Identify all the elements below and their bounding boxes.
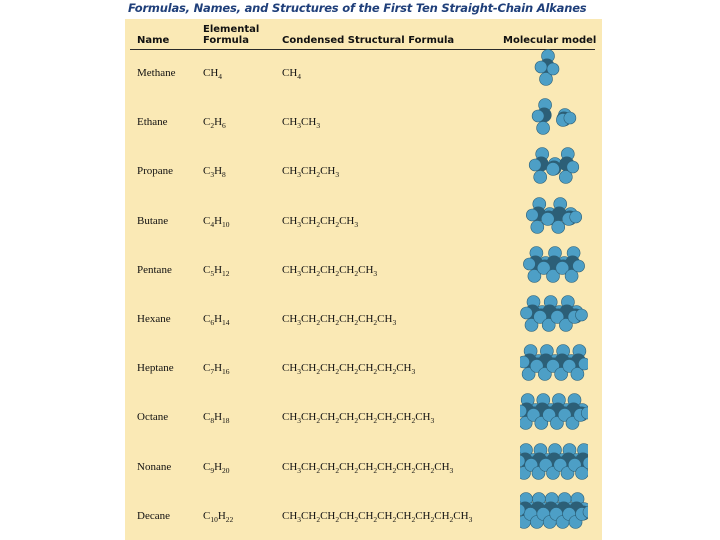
hydrogen-atom xyxy=(578,358,588,370)
space-filling-model-svg xyxy=(520,489,588,533)
space-filling-model-svg xyxy=(520,144,588,188)
alkane-name: Propane xyxy=(137,165,174,178)
alkane-name: Pentane xyxy=(137,263,172,276)
header-elemental-line2: Formula xyxy=(203,35,249,46)
hydrogen-atom xyxy=(535,61,547,73)
table-title: Formulas, Names, and Structures of the First Ten Straight-Chain Alkanes xyxy=(128,1,587,15)
header-elemental-line1: Elemental xyxy=(203,24,260,35)
header-condensed: Condensed Structural Formula xyxy=(282,35,455,46)
alkane-name: Octane xyxy=(137,411,169,424)
space-filling-model-svg xyxy=(520,341,588,385)
condensed-formula: $CH_3CH_2CH_2CH_2CH_2CH_2CH_3$ xyxy=(282,362,416,377)
elemental-formula: $C_8H_{18}$ xyxy=(203,411,230,426)
table-row xyxy=(125,509,602,540)
space-filling-model-svg xyxy=(520,390,588,434)
molecular-model xyxy=(520,489,588,533)
space-filling-model-svg xyxy=(520,95,588,139)
molecular-model xyxy=(520,46,588,90)
condensed-formula: $CH_3CH_2CH_2CH_2CH_3$ xyxy=(282,263,378,278)
condensed-formula: $CH_4$ xyxy=(282,67,302,81)
condensed-formula: $CH_3CH_2CH_2CH_3$ xyxy=(282,214,359,229)
elemental-formula: $C_5H_{12}$ xyxy=(203,263,230,278)
molecular-model xyxy=(520,194,588,238)
molecular-model xyxy=(520,341,588,385)
hydrogen-atom xyxy=(552,220,565,233)
elemental-formula: $C_3H_8$ xyxy=(203,165,226,180)
hydrogen-atom xyxy=(523,258,535,270)
hydrogen-atom xyxy=(531,220,544,233)
condensed-formula: $CH_3CH_2CH_2CH_2CH_2CH_3$ xyxy=(282,313,397,327)
condensed-formula: $CH_3CH_2CH_3$ xyxy=(282,165,340,180)
molecular-model xyxy=(520,292,588,336)
hydrogen-atom xyxy=(573,260,585,272)
hydrogen-atom xyxy=(526,209,538,221)
alkane-name: Methane xyxy=(137,67,176,79)
alkane-name: Ethane xyxy=(137,116,168,129)
elemental-formula: $CH_4$ xyxy=(203,67,223,81)
hydrogen-atom xyxy=(532,110,544,122)
molecular-model xyxy=(520,95,588,139)
elemental-formula: $C_6H_{14}$ xyxy=(203,313,230,327)
space-filling-model-svg xyxy=(520,194,588,238)
hydrogen-atom xyxy=(576,309,588,321)
elemental-formula: $C_9H_{20}$ xyxy=(203,460,230,475)
condensed-formula: $CH_3CH_2CH_2CH_2CH_2CH_2CH_2CH_3$ xyxy=(282,411,435,426)
condensed-formula: $CH_3CH_2CH_2CH_2CH_2CH_2CH_2CH_2CH_2CH_3$ xyxy=(282,509,473,524)
alkane-name: Nonane xyxy=(137,460,172,473)
alkane-name: Hexane xyxy=(137,313,171,325)
hydrogen-atom xyxy=(567,161,579,173)
elemental-formula: $C_4H_{10}$ xyxy=(203,214,230,229)
space-filling-model-svg xyxy=(520,292,588,336)
condensed-formula: $CH_3CH_3$ xyxy=(282,116,321,131)
header-name: Name xyxy=(137,35,170,46)
hydrogen-atom xyxy=(564,112,576,124)
title-band xyxy=(125,0,602,19)
space-filling-model-svg xyxy=(520,440,588,484)
elemental-formula: $C_{10}H_{22}$ xyxy=(203,509,234,524)
alkane-name: Heptane xyxy=(137,362,174,375)
molecular-model xyxy=(520,243,588,287)
molecular-model xyxy=(520,440,588,484)
elemental-formula: $C_7H_{16}$ xyxy=(203,362,230,377)
hydrogen-atom xyxy=(541,212,554,225)
alkane-name: Butane xyxy=(137,214,169,227)
hydrogen-atom xyxy=(520,356,530,368)
alkane-name: Decane xyxy=(137,509,170,522)
hydrogen-atom xyxy=(537,122,550,135)
hydrogen-atom xyxy=(534,171,547,184)
molecular-model xyxy=(520,390,588,434)
hydrogen-atom xyxy=(547,63,559,75)
alkane-table-panel xyxy=(125,0,602,540)
elemental-formula: $C_2H_6$ xyxy=(203,116,226,131)
hydrogen-atom xyxy=(547,163,560,176)
space-filling-model-svg xyxy=(520,243,588,287)
condensed-formula: $CH_3CH_2CH_2CH_2CH_2CH_2CH_2CH_2CH_3$ xyxy=(282,460,454,475)
header-model: Molecular model xyxy=(503,35,597,46)
molecular-model xyxy=(520,144,588,188)
space-filling-model-svg xyxy=(520,46,588,90)
hydrogen-atom xyxy=(570,211,582,223)
hydrogen-atom xyxy=(521,307,533,319)
hydrogen-atom xyxy=(529,159,541,171)
